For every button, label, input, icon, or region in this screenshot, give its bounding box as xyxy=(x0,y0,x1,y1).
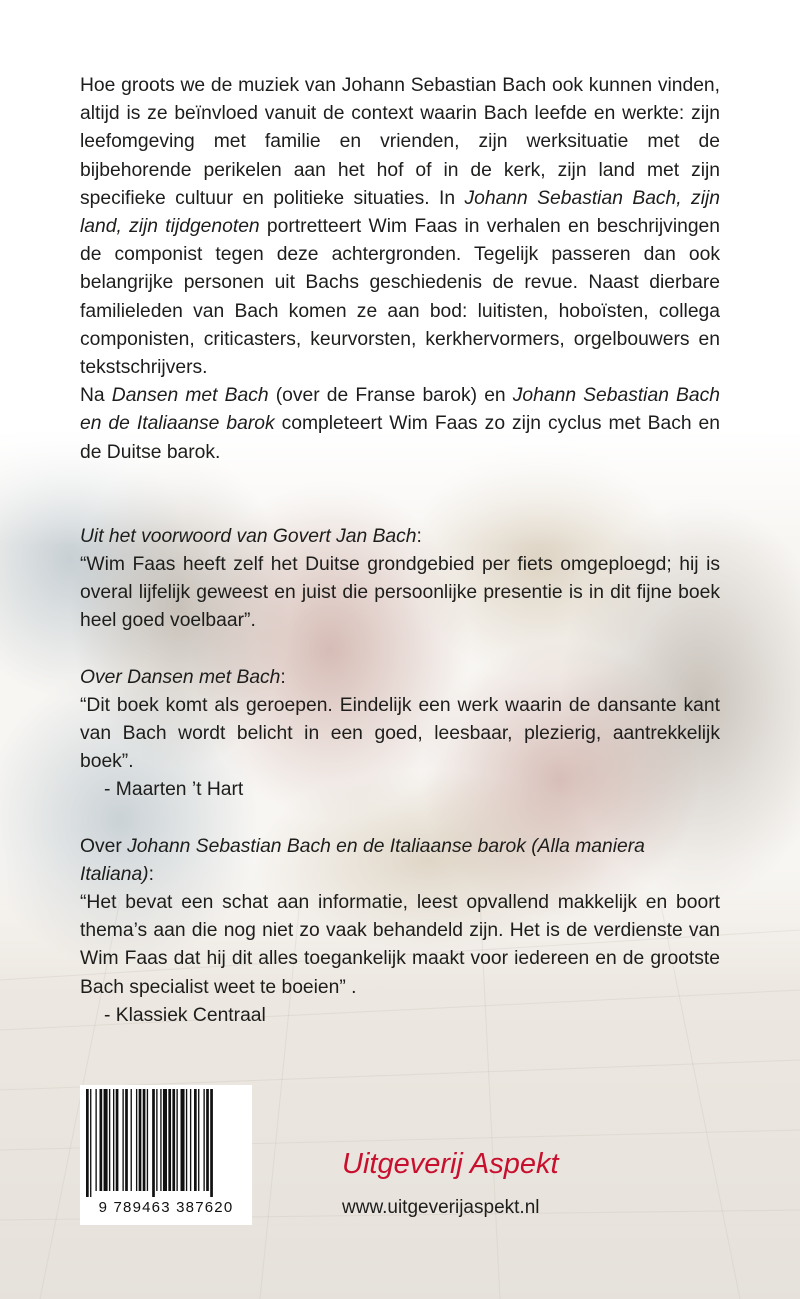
isbn-barcode xyxy=(80,1085,252,1225)
barcode-bar xyxy=(143,1089,146,1191)
barcode-bars xyxy=(86,1089,246,1197)
intro-text-continued: portretteert Wim Faas in verhalen en beschrijvingen de componist tegen deze achtergronden. Tegelijk passeren dan ook belangrijke personen uit Bachs geschiedenis de revue. Naast dierbare familieleden van Bach komen ze aan bod: luitisten, hoboïsten, collega componisten, criticasters, keurvorsten, kerkhervormers, orgelbouwers en tekstschrijvers. xyxy=(80,216,720,379)
publisher-name: Uitgeverij Aspekt xyxy=(342,1148,559,1180)
spacer xyxy=(80,467,720,523)
barcode-bar xyxy=(139,1089,142,1191)
blurb-text xyxy=(80,72,720,1030)
barcode-bar xyxy=(163,1089,167,1191)
barcode-bar xyxy=(194,1089,197,1191)
barcode-bar xyxy=(176,1089,177,1191)
barcode-bar xyxy=(113,1089,114,1191)
barcode-bar xyxy=(116,1089,119,1191)
quote-2-source: Over Dansen met Bach xyxy=(80,666,281,688)
publisher-url: www.uitgeverijaspekt.nl xyxy=(342,1197,540,1218)
series-paragraph xyxy=(80,382,720,467)
barcode-bar xyxy=(203,1089,204,1191)
series-text-2: (over de Franse barok) en xyxy=(268,385,513,407)
barcode-bar xyxy=(125,1089,128,1191)
quote-3-colon: : xyxy=(148,863,154,885)
book-title: Johann Sebastian Bach, zijn land, zijn tijdgenoten xyxy=(80,187,720,238)
series-title-2: Johann Sebastian Bach en de Italiaanse barok xyxy=(80,385,720,435)
barcode-bar xyxy=(147,1089,148,1191)
quote-3-text: “Het bevat een schat aan informatie, leest opvallend makkelijk en boort thema’s aan die nog niet zo vaak behandeld zijn. Het is de verdienste van Wim Faas dat hij dit alles toegankelijk maakt voor iedereen en de grootste Bach specialist weet te boeien” . xyxy=(80,892,720,998)
barcode-bar xyxy=(109,1089,110,1191)
isbn-number: 9 789463 387620 xyxy=(98,1199,234,1216)
barcode-bar xyxy=(90,1089,91,1197)
barcode-bar xyxy=(160,1089,161,1191)
barcode-bar xyxy=(86,1089,89,1197)
quote-1-source: Uit het voorwoord van Govert Jan Bach xyxy=(80,525,417,547)
quote-2-heading xyxy=(80,664,720,692)
barcode-bar xyxy=(156,1089,157,1191)
quote-2-text: “Dit boek komt als geroepen. Eindelijk een werk waarin de dansante kant van Bach wordt belicht in een goed, leesbaar, plezierig, aantrekkelijk boek”. xyxy=(80,694,720,773)
intro-text: Hoe groots we de muziek van Johann Sebastian Bach ook kunnen vinden, altijd is ze beïnvloed vanuit de context waarin Bach leefde en werkte: zijn leefomgeving met familie en vrienden, zijn werksituatie met de bijbehorende perikelen aan het hof of in de kerk, zijn land met zijn specifieke cultuur en politieke situaties. In xyxy=(80,75,720,209)
barcode-bar xyxy=(100,1089,103,1191)
barcode-bar xyxy=(186,1089,187,1191)
barcode-bar xyxy=(190,1089,191,1191)
quote-1-text: “Wim Faas heeft zelf het Duitse grondgebied per fiets omgeploegd; hij is overal lijfelijk geweest en juist die persoonlijke presentie is in dit fijne boek heel goed voelbaar”. xyxy=(80,554,720,632)
quote-1-heading xyxy=(80,523,720,551)
barcode-bar xyxy=(131,1089,132,1191)
barcode-bar xyxy=(181,1089,185,1191)
barcode-bar xyxy=(168,1089,171,1191)
quote-3-prefix: Over xyxy=(80,835,128,857)
intro-paragraph xyxy=(80,72,720,382)
barcode-bar xyxy=(206,1089,209,1191)
quote-1-colon: : xyxy=(416,525,422,547)
quote-3-source: Johann Sebastian Bach en de Italiaanse barok (Alla maniera Italiana) xyxy=(80,835,645,885)
barcode-bar xyxy=(122,1089,123,1191)
series-text-3: completeert Wim Faas zo zijn cyclus met Bach en de Duitse barok. xyxy=(80,413,720,463)
quote-3-heading xyxy=(80,833,720,889)
quote-2-attribution: - Maarten ’t Hart xyxy=(104,779,244,801)
series-text: Na xyxy=(80,385,112,407)
barcode-bar xyxy=(198,1089,199,1191)
barcode-bar xyxy=(172,1089,175,1191)
barcode-bar xyxy=(95,1089,96,1191)
spacer xyxy=(80,805,720,833)
series-title-1: Dansen met Bach xyxy=(111,385,269,407)
quote-3-attribution: - Klassiek Centraal xyxy=(104,1004,266,1026)
barcode-bar xyxy=(136,1089,137,1191)
spacer xyxy=(80,636,720,664)
quote-2-colon: : xyxy=(280,666,286,688)
barcode-bar xyxy=(104,1089,108,1191)
barcode-bar xyxy=(210,1089,213,1197)
barcode-bar xyxy=(152,1089,155,1197)
